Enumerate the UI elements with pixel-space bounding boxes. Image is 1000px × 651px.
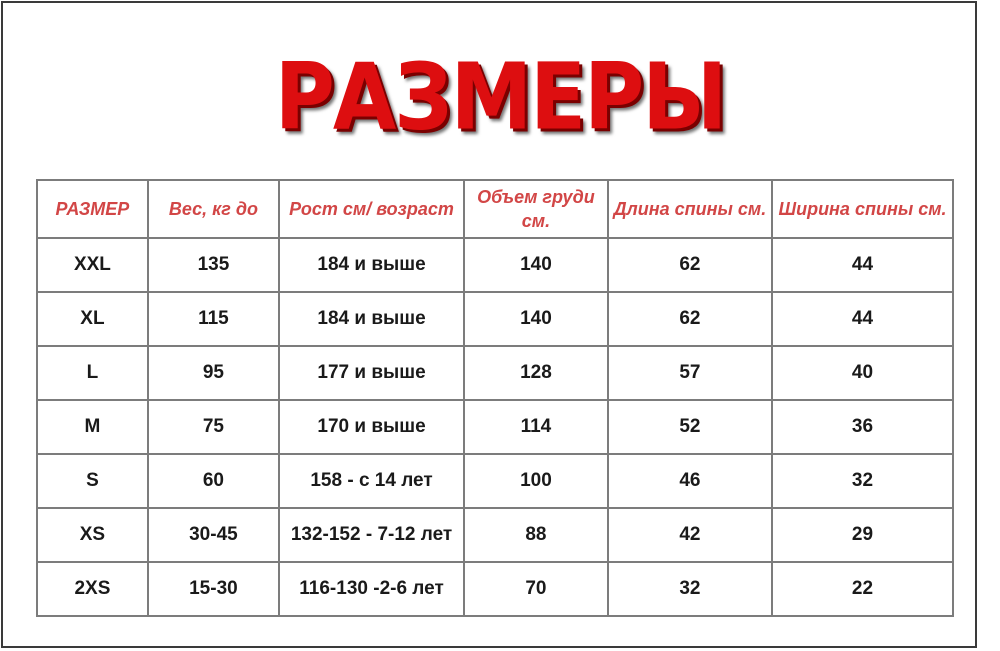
cell-weight: 15-30 [148, 562, 279, 616]
cell-size: XS [37, 508, 148, 562]
cell-size: 2XS [37, 562, 148, 616]
table-row [37, 562, 953, 616]
table-row [37, 400, 953, 454]
cell-back-width: 36 [772, 400, 953, 454]
cell-back-width: 29 [772, 508, 953, 562]
cell-height-age: 184 и выше [279, 238, 464, 292]
cell-back-length: 46 [608, 454, 772, 508]
cell-size: XXL [37, 238, 148, 292]
cell-weight: 95 [148, 346, 279, 400]
cell-weight: 115 [148, 292, 279, 346]
cell-height-age: 158 - с 14 лет [279, 454, 464, 508]
cell-chest: 140 [464, 292, 608, 346]
cell-height-age: 116-130 -2-6 лет [279, 562, 464, 616]
cell-back-length: 62 [608, 292, 772, 346]
table-row [37, 238, 953, 292]
cell-size: S [37, 454, 148, 508]
cell-back-length: 57 [608, 346, 772, 400]
cell-back-width: 40 [772, 346, 953, 400]
header-back-length: Длина спины см. [608, 180, 772, 238]
cell-back-length: 52 [608, 400, 772, 454]
cell-height-age: 170 и выше [279, 400, 464, 454]
cell-back-width: 44 [772, 292, 953, 346]
header-weight: Вес, кг до [148, 180, 279, 238]
cell-height-age: 184 и выше [279, 292, 464, 346]
table-row [37, 346, 953, 400]
cell-chest: 114 [464, 400, 608, 454]
cell-height-age: 132-152 - 7-12 лет [279, 508, 464, 562]
cell-chest: 88 [464, 508, 608, 562]
cell-back-width: 22 [772, 562, 953, 616]
size-chart-table [36, 179, 954, 617]
cell-back-length: 42 [608, 508, 772, 562]
cell-size: M [37, 400, 148, 454]
cell-weight: 30-45 [148, 508, 279, 562]
header-size: РАЗМЕР [37, 180, 148, 238]
table-row [37, 292, 953, 346]
header-back-width: Ширина спины см. [772, 180, 953, 238]
header-height-age: Рост см/ возраст [279, 180, 464, 238]
cell-weight: 60 [148, 454, 279, 508]
table-row [37, 508, 953, 562]
cell-back-length: 32 [608, 562, 772, 616]
cell-weight: 135 [148, 238, 279, 292]
cell-back-length: 62 [608, 238, 772, 292]
header-chest: Объем груди см. [464, 180, 608, 238]
cell-back-width: 32 [772, 454, 953, 508]
cell-height-age: 177 и выше [279, 346, 464, 400]
cell-size: L [37, 346, 148, 400]
cell-weight: 75 [148, 400, 279, 454]
cell-size: XL [37, 292, 148, 346]
cell-chest: 100 [464, 454, 608, 508]
page-title: РАЗМЕРЫ [274, 44, 726, 151]
cell-back-width: 44 [772, 238, 953, 292]
header-row [37, 180, 953, 238]
table-row [37, 454, 953, 508]
cell-chest: 128 [464, 346, 608, 400]
cell-chest: 70 [464, 562, 608, 616]
cell-chest: 140 [464, 238, 608, 292]
